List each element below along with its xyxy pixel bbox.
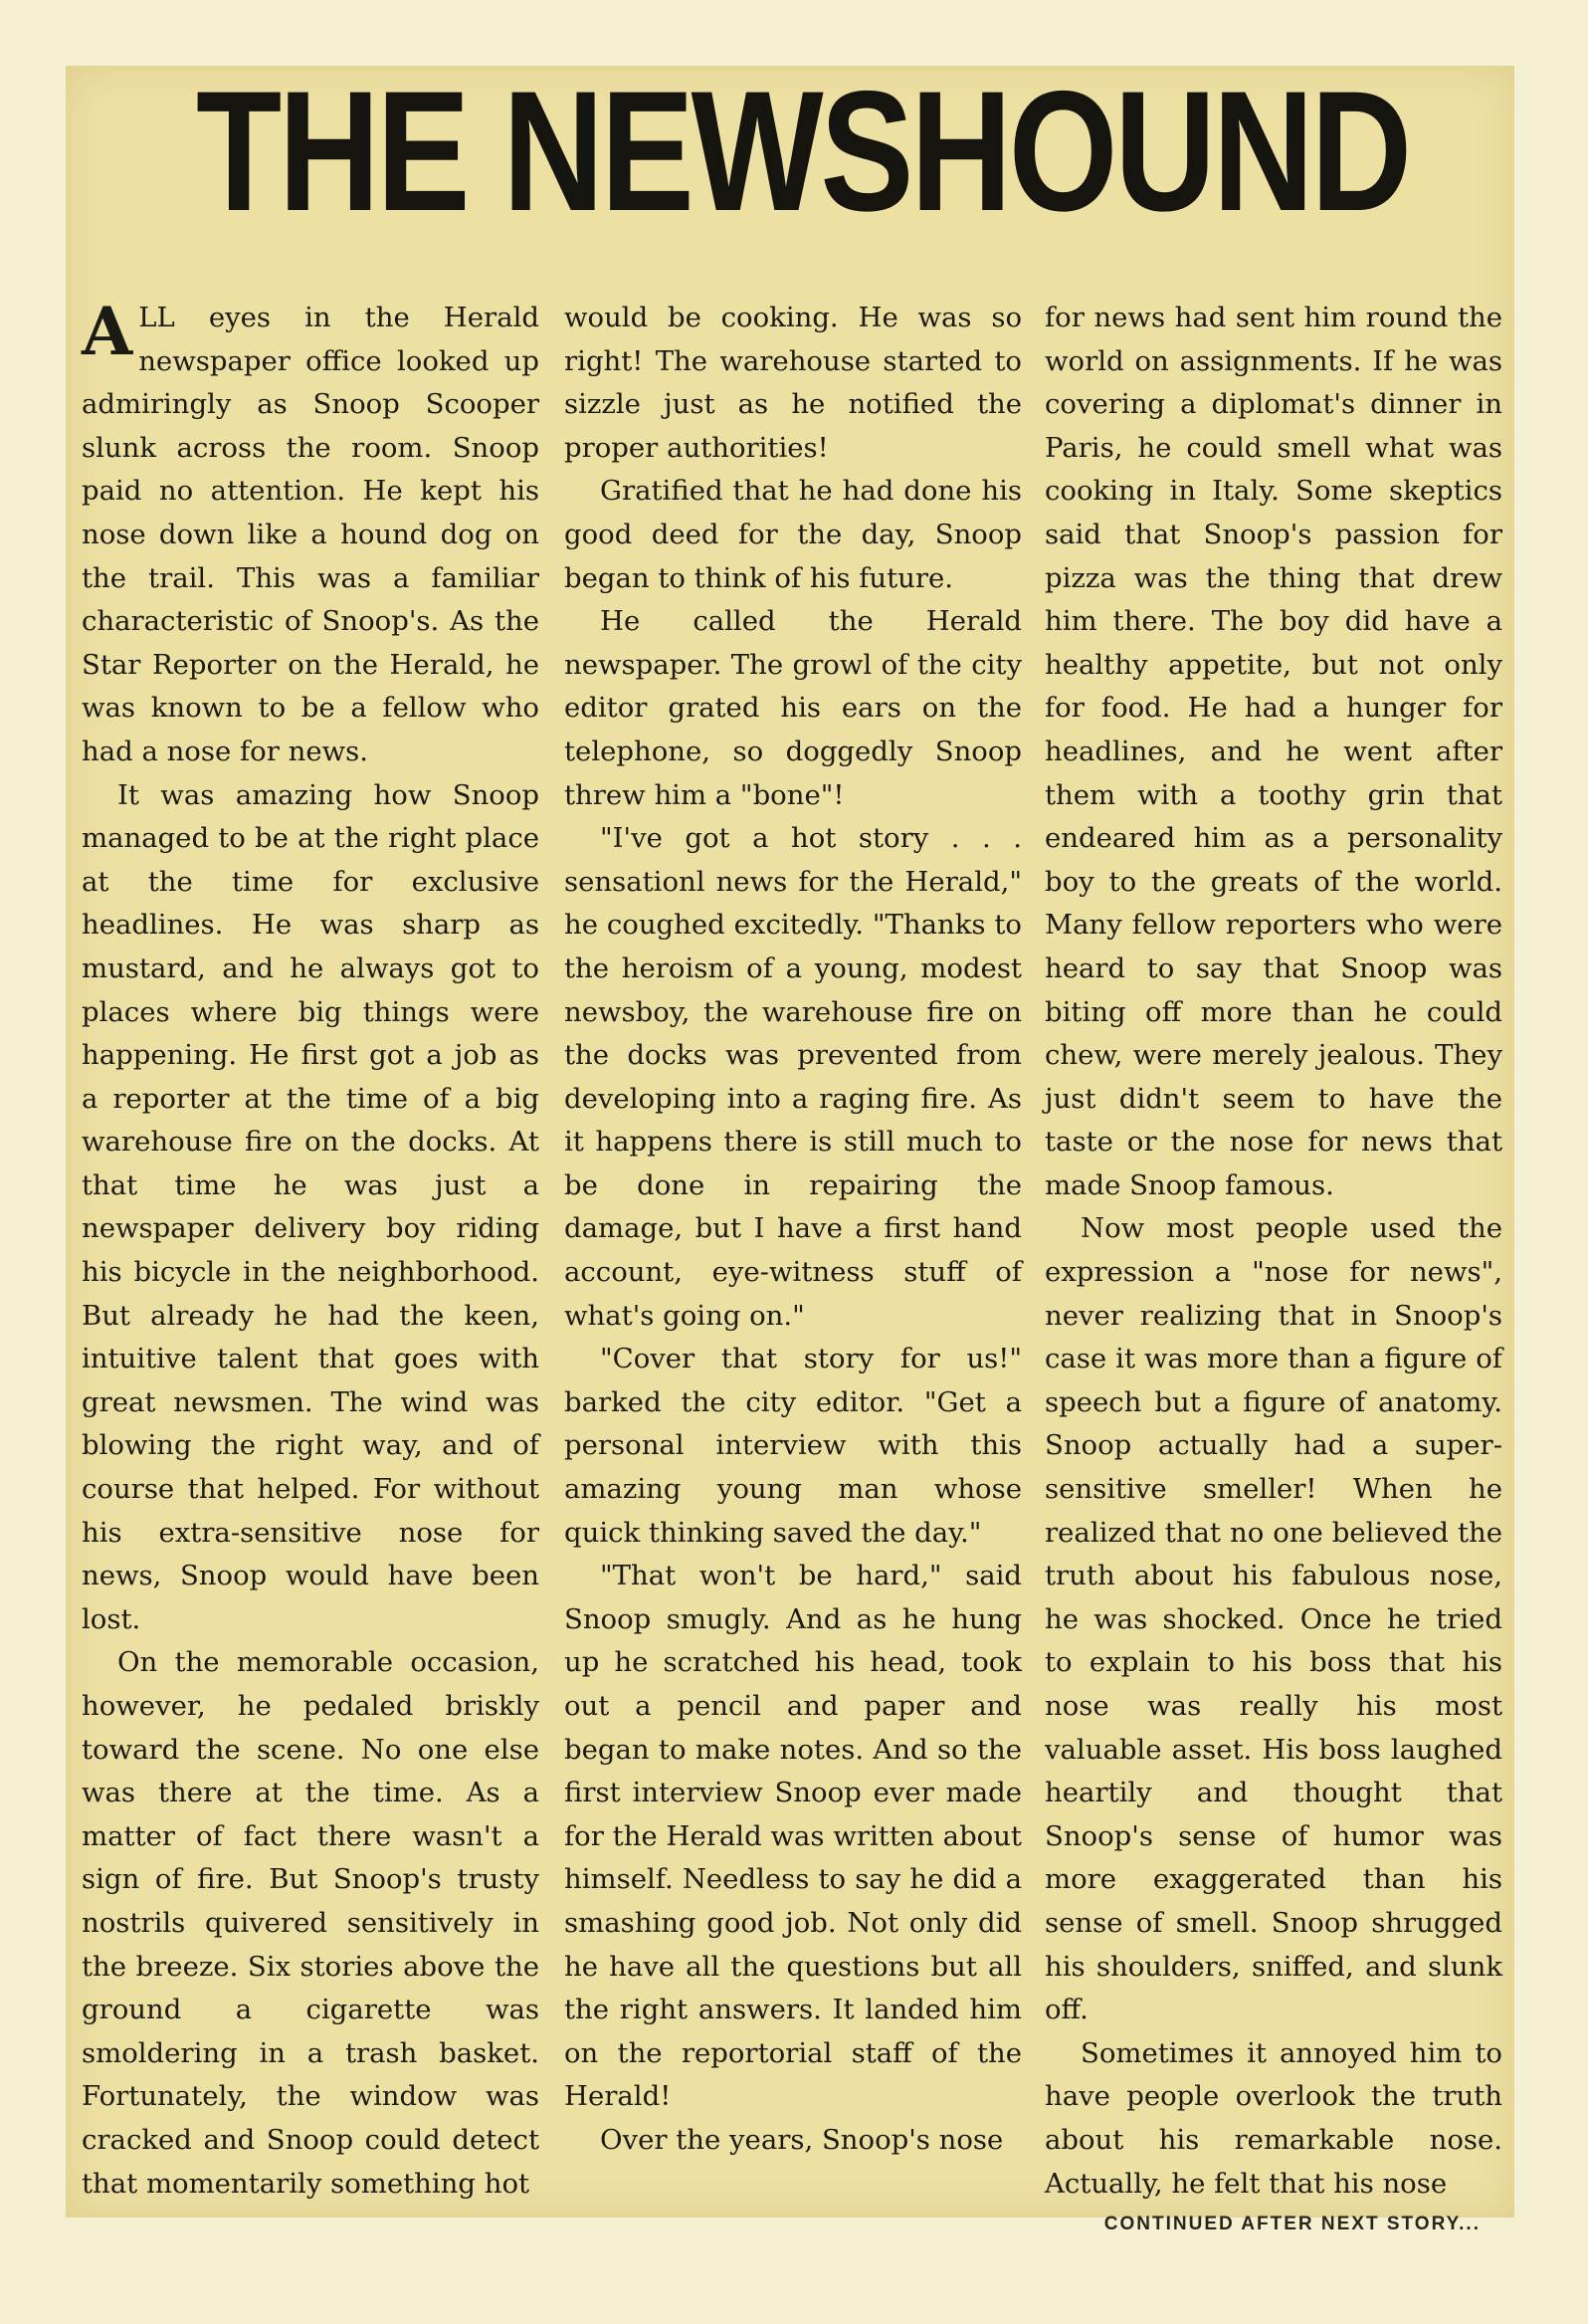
paragraph: Sometimes it annoyed him to have people overlook the truth about his remarkable nose. Actually, he felt that his nose [1045,2036,1502,2200]
paragraph: He called the Herald newspaper. The growl of the city editor grated his ears on the telephone, so doggedly Snoop threw him a "bone"! [564,605,1022,811]
paragraph: would be cooking. He was so right! The warehouse started to sizzle just as he notified the proper authorities! [564,302,1022,464]
paragraph: Now most people used the expression a "nose for news", never realizing that in Snoop's case it was more than a figure of speech but a figure of anatomy. Snoop actually had a super-sensitive smeller! When he realized that no one believed the truth about his fabulous nose, he was shocked. Once he tried to explain to his boss that his nose was really his most valuable asset. His boss laughed heartily and thought that Snoop's sense of humor was more exaggerated than his sense of smell. Snoop shrugged his shoulders, sniffed, and slunk off. [1045,1212,1502,2026]
article-title: THE NEWSHOUND [196,56,1409,247]
drop-cap: A [82,293,133,370]
text-column-1 [82,293,539,2206]
paragraph: "That won't be hard," said Snoop smugly. And as he hung up he scratched his head, took out a pencil and paper and began to make notes. And so the first interview Snoop ever made for the Herald was written about himself. Needless to say he did a smashing good job. Not only did he have all the questions but all the right answers. It landed him on the reportorial staff of the Herald! [564,1560,1022,2113]
paragraph: Gratified that he had done his good deed for the day, Snoop began to think of his future. [564,475,1022,594]
paragraph: "I've got a hot story . . . sensationl news for the Herald," he coughed excitedly. "Thanks to the heroism of a young, modest newsboy, the warehouse fire on the docks was prevented from developing into a raging fire. As it happens there is still much to be done in repairing the damage, but I have a first hand account, eye-witness stuff of what's going on." [564,822,1022,1332]
paragraph: On the memorable occasion, however, he pedaled briskly toward the scene. No one else was there at the time. As a matter of fact there wasn't a sign of fire. But Snoop's trusty nostrils quivered sensitively in the breeze. Six stories above the ground a cigarette was smoldering in a trash basket. Fortunately, the window was cracked and Snoop could detect that momentarily something hot [82,1646,539,2200]
paragraph: ALL eyes in the Herald newspaper office looked up admiringly as Snoop Scooper slunk across the room. Snoop paid no attention. He kept his nose down like a hound dog on the trail. This was a familiar characteristic of Snoop's. As the Star Reporter on the Herald, he was known to be a fellow who had a nose for news. [82,293,539,767]
paragraph: Over the years, Snoop's nose [600,2123,1004,2156]
paragraph: "Cover that story for us!" barked the city editor. "Get a personal interview with this amazing young man whose quick thinking saved the day." [564,1343,1022,1549]
paragraph: It was amazing how Snoop managed to be at the right place at the time for exclusive headlines. He was sharp as mustard, and he always got to places where big things were happening. He first got a job as a reporter at the time of a big warehouse fire on the docks. At that time he was just a newspaper delivery boy riding his bicycle in the neighborhood. But already he had the keen, intuitive talent that goes with great newsmen. The wind was blowing the right way, and of course that helped. For without his extra-sensitive nose for news, Snoop would have been lost. [82,778,539,1635]
continued-notice: CONTINUED AFTER NEXT STORY... [1103,2214,1481,2234]
text-column-3 [1045,297,1502,2206]
text-column-2 [564,297,1022,2163]
paragraph: for news had sent him round the world on assignments. If he was covering a diplomat's dinner in Paris, he could smell what was cooking in Italy. Some skeptics said that Snoop's passion for pizza was the thing that drew him there. The boy did have a healthy appetite, but not only for food. He had a hunger for headlines, and he went after them with a toothy grin that endeared him as a personality boy to the greats of the world. Many fellow reporters who were heard to say that Snoop was biting off more than he could chew, were merely jealous. They just didn't seem to have the taste or the nose for news that made Snoop famous. [1045,302,1502,1201]
